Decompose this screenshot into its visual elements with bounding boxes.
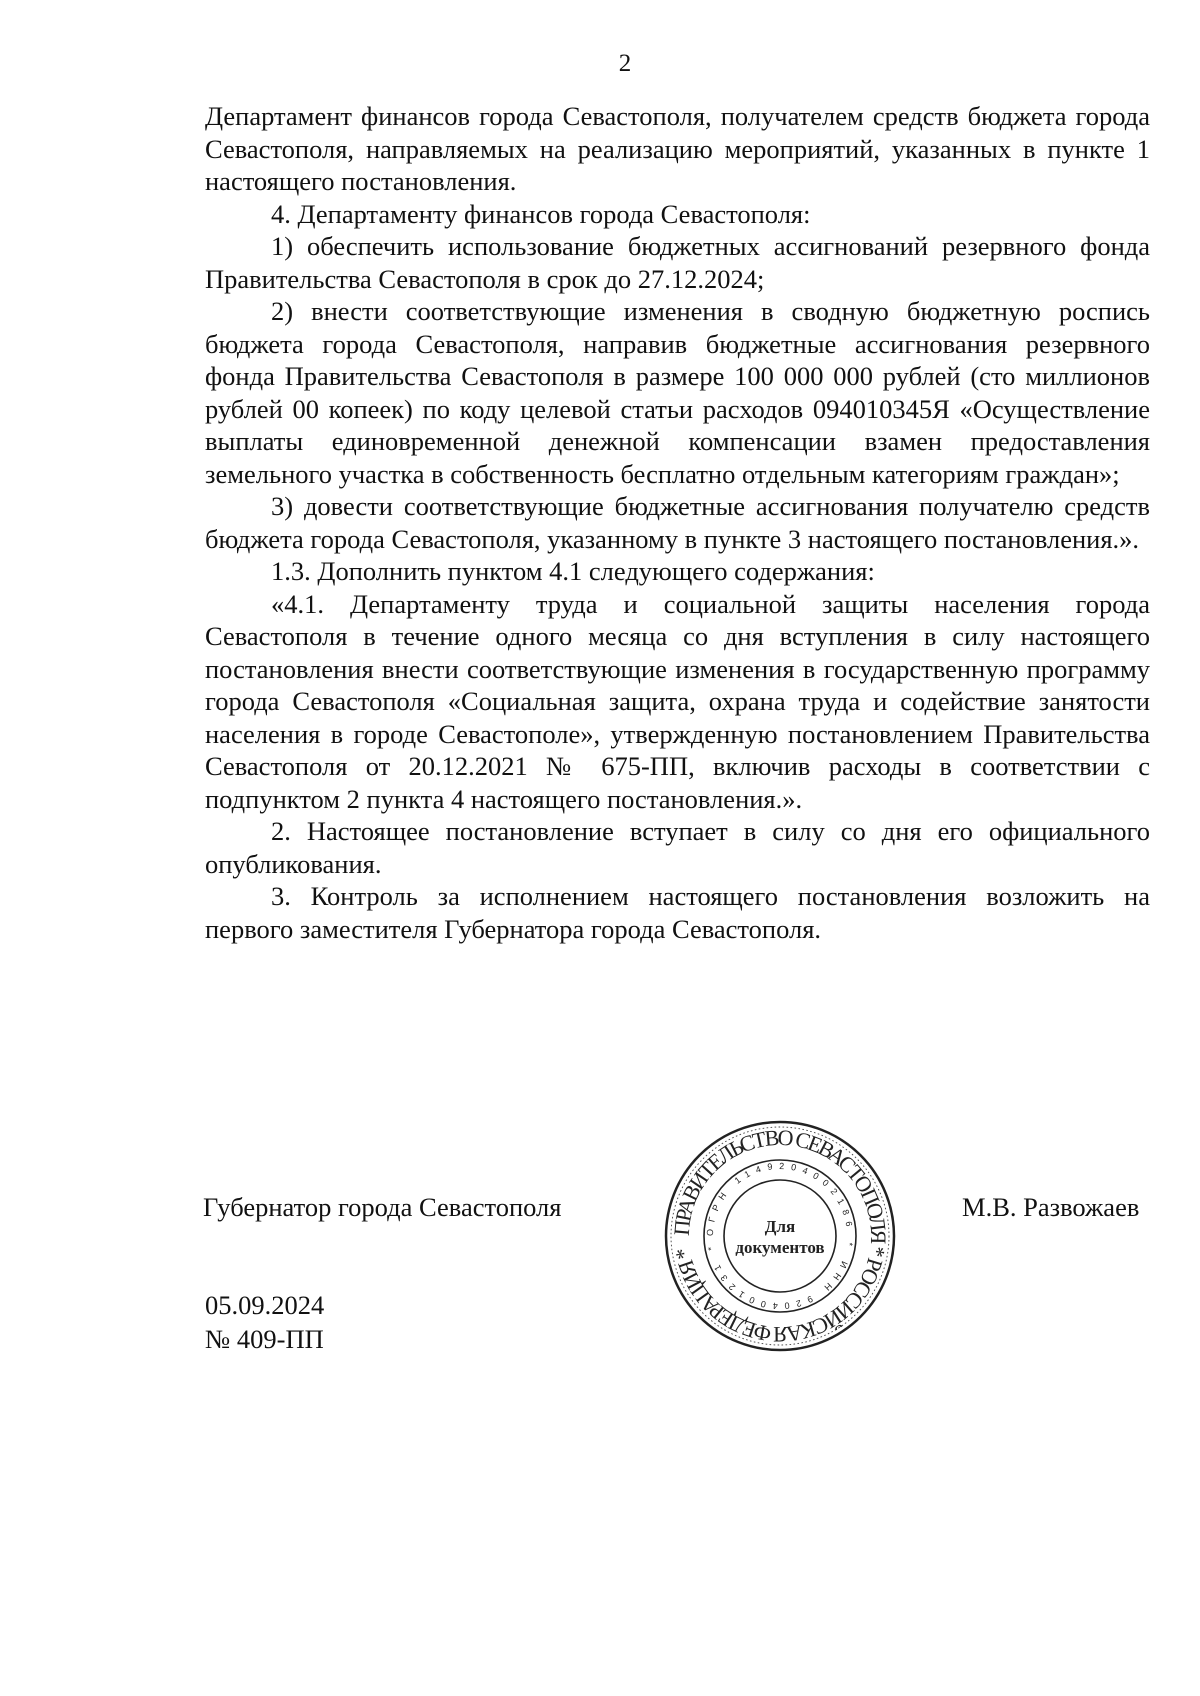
official-seal (662, 1118, 898, 1354)
paragraph-item-1-3: 1.3. Дополнить пунктом 4.1 следующего содержания: (271, 556, 875, 586)
document-number: № 409-ПП (205, 1324, 324, 1354)
page-number: 2 (618, 50, 632, 77)
seal-registration-text: ОГРН 1149204002186 * ИНН 9204001231 * (704, 1160, 856, 1311)
signatory-title: Губернатор города Севастополя (203, 1192, 562, 1222)
seal-middle-ring (704, 1160, 856, 1312)
document-date: 05.09.2024 (205, 1290, 325, 1320)
seal-outer-ring (666, 1122, 894, 1350)
document-body (205, 100, 1150, 945)
paragraph-item-4-1: 1) обеспечить использование бюджетных ассигнований резервного фонда Правительства Севастополя в срок до 27.12.2024; (205, 231, 1150, 294)
paragraph-item-4-3: 3) довести соответствующие бюджетные ассигнования получателю средств бюджета города Севастополя, указанному в пункте 3 настоящего постановления.». (205, 491, 1150, 554)
paragraph-item-4-2: 2) внести соответствующие изменения в сводную бюджетную роспись бюджета города Севастополя, направив бюджетные ассигнования резервного фонда Правительства Севастополя в размере 100 000 000 рублей (сто миллионов рублей 00 копеек) по коду целевой статьи расходов 094010345Я «Осуществление выплаты единовременной денежной компенсации взамен предоставления земельного участка в собственность бесплатно отдельным категориям граждан»; (205, 296, 1150, 489)
paragraph-item-2: 2. Настоящее постановление вступает в силу со дня его официального опубликования. (205, 816, 1150, 879)
paragraph-item-4: 4. Департаменту финансов города Севастополя: (271, 198, 811, 229)
seal-inner-ring (724, 1180, 836, 1292)
paragraph-recipient: Департамент финансов города Севастополя, получателем средств бюджета города Севастополя, направляемых на реализацию мероприятий, указанных в пункте 1 настоящего постановления. (205, 101, 1150, 196)
seal-outer-text: ПРАВИТЕЛЬСТВО СЕВАСТОПОЛЯ * РОССИЙСКАЯ ФЕДЕРАЦИЯ * (668, 1124, 892, 1348)
paragraph-item-3: 3. Контроль за исполнением настоящего постановления возложить на первого заместителя Губернатора города Севастополя. (205, 881, 1150, 944)
signatory-name: М.В. Развожаев (962, 1192, 1140, 1222)
paragraph-item-4-1-new: «4.1. Департаменту труда и социальной защиты населения города Севастополя в течение одного месяца со дня вступления в силу настоящего постановления внести соответствующие изменения в государственную программу города Севастополя «Социальная защита, охрана труда и содействие занятости населения в городе Севастополе», утвержденную постановлением Правительства Севастополя от 20.12.2021 № 675-ПП, включив расходы в соответствии с подпунктом 2 пункта 4 настоящего постановления.». (205, 588, 1150, 814)
seal-center-line-2: документов (735, 1238, 825, 1257)
seal-center-line-1: Для (764, 1217, 796, 1236)
